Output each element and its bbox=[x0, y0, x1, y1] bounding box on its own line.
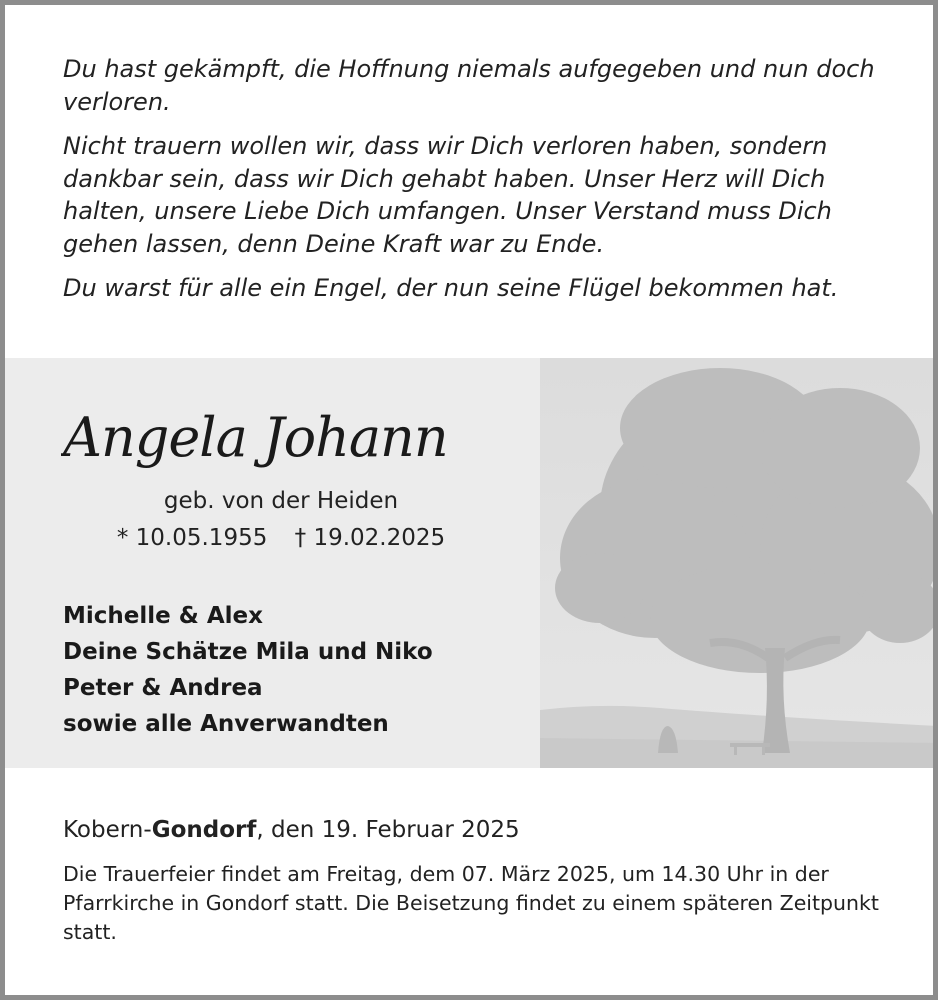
poem-paragraph-3: Du warst für alle ein Engel, der nun seine Flügel bekommen hat. bbox=[63, 274, 839, 302]
place-town: Gondorf bbox=[151, 817, 257, 843]
poem-paragraph-2: Nicht trauern wollen wir, dass wir Dich verloren haben, sondern dankbar sein, dass wir Dich gehabt haben. Unser Herz will Dich halten, unsere Liebe Dich umfangen. Unser Verstand muss Dich gehen lassen, denn Deine Kraft war zu Ende. bbox=[63, 132, 832, 258]
name-band bbox=[5, 358, 938, 768]
deceased-name-text: Angela Johann bbox=[63, 406, 448, 469]
place-and-date bbox=[63, 817, 913, 843]
place-prefix: Kobern- bbox=[63, 817, 152, 843]
deceased-name bbox=[61, 390, 531, 480]
birth-date: * 10.05.1955 bbox=[116, 525, 268, 551]
mourner-line: Michelle & Alex bbox=[63, 603, 263, 629]
death-date: † 19.02.2025 bbox=[294, 525, 446, 551]
mourner-line: Peter & Andrea bbox=[63, 675, 263, 701]
tree-photo bbox=[540, 358, 938, 768]
life-dates bbox=[5, 525, 557, 551]
funeral-service-info: Die Trauerfeier findet am Freitag, dem 07. März 2025, um 14.30 Uhr in der Pfarrkirche in Gondorf statt. Die Beisetzung findet zu einem späteren Zeitpunkt statt. bbox=[63, 862, 879, 944]
place-date: , den 19. Februar 2025 bbox=[256, 817, 520, 843]
birth-name: geb. von der Heiden bbox=[163, 488, 399, 514]
mourner-line: sowie alle Anverwandten bbox=[63, 711, 389, 737]
memorial-poem bbox=[63, 53, 913, 317]
mourners-list bbox=[63, 598, 533, 742]
poem-paragraph-1: Du hast gekämpft, die Hoffnung niemals aufgegeben und nun doch verloren. bbox=[63, 55, 875, 116]
mourner-line: Deine Schätze Mila und Niko bbox=[63, 639, 433, 665]
